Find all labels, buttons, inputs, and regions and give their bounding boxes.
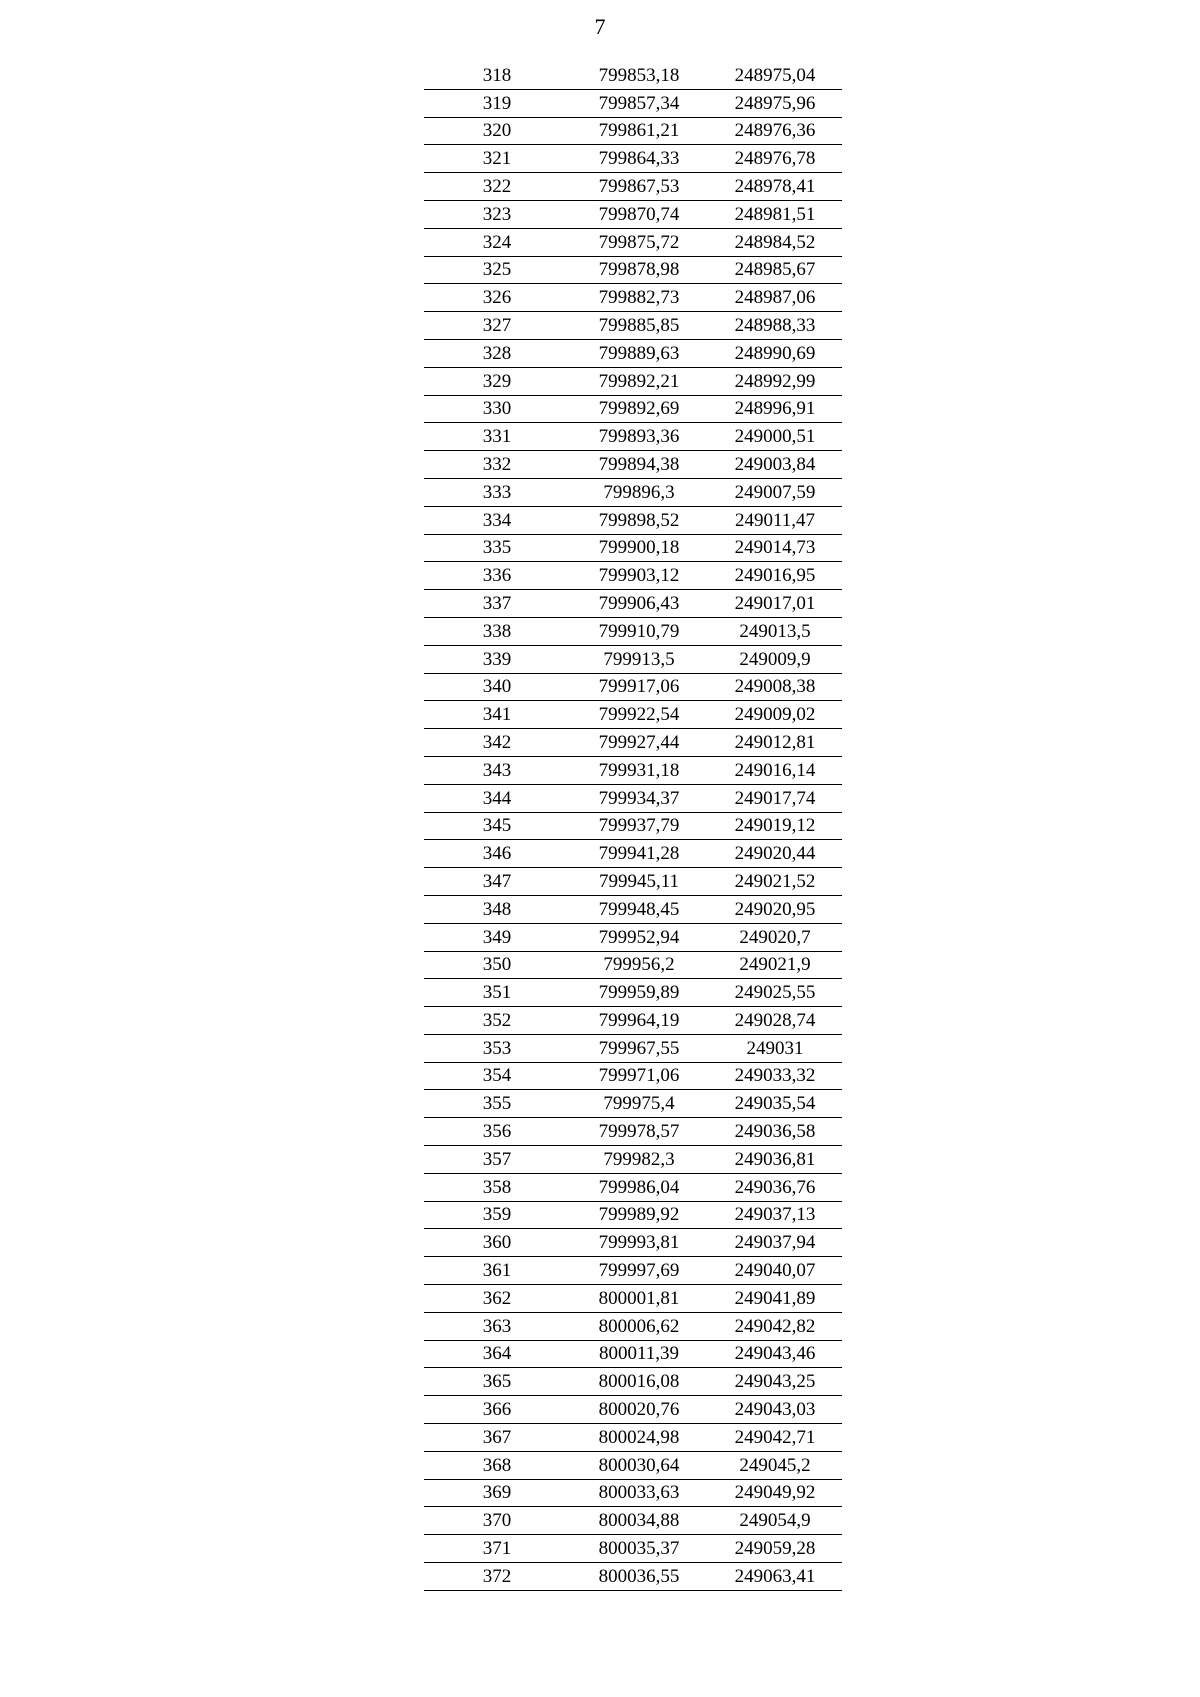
- y-coordinate-cell: 249021,9: [708, 951, 842, 979]
- point-number-cell: 371: [424, 1535, 570, 1563]
- table-row: [424, 173, 842, 201]
- table-row: [424, 367, 842, 395]
- x-coordinate-cell: 799892,69: [570, 395, 708, 423]
- x-coordinate-cell: 799885,85: [570, 312, 708, 340]
- x-coordinate-cell: 799882,73: [570, 284, 708, 312]
- coordinates-table: [424, 62, 842, 1591]
- y-coordinate-cell: 249063,41: [708, 1563, 842, 1591]
- y-coordinate-cell: 248976,78: [708, 145, 842, 173]
- x-coordinate-cell: 799892,21: [570, 367, 708, 395]
- point-number-cell: 368: [424, 1451, 570, 1479]
- y-coordinate-cell: 249017,01: [708, 590, 842, 618]
- point-number-cell: 365: [424, 1368, 570, 1396]
- point-number-cell: 319: [424, 89, 570, 117]
- x-coordinate-cell: 799893,36: [570, 423, 708, 451]
- y-coordinate-cell: 249041,89: [708, 1285, 842, 1313]
- point-number-cell: 346: [424, 840, 570, 868]
- point-number-cell: 340: [424, 673, 570, 701]
- table-row: [424, 1396, 842, 1424]
- point-number-cell: 329: [424, 367, 570, 395]
- table-row: [424, 117, 842, 145]
- x-coordinate-cell: 799864,33: [570, 145, 708, 173]
- point-number-cell: 367: [424, 1424, 570, 1452]
- y-coordinate-cell: 249036,76: [708, 1173, 842, 1201]
- table-row: [424, 868, 842, 896]
- x-coordinate-cell: 799853,18: [570, 62, 708, 89]
- table-row: [424, 895, 842, 923]
- table-row: [424, 1007, 842, 1035]
- y-coordinate-cell: 249059,28: [708, 1535, 842, 1563]
- point-number-cell: 323: [424, 200, 570, 228]
- y-coordinate-cell: 249037,94: [708, 1229, 842, 1257]
- y-coordinate-cell: 249020,44: [708, 840, 842, 868]
- x-coordinate-cell: 799922,54: [570, 701, 708, 729]
- point-number-cell: 328: [424, 339, 570, 367]
- y-coordinate-cell: 248981,51: [708, 200, 842, 228]
- x-coordinate-cell: 799898,52: [570, 506, 708, 534]
- x-coordinate-cell: 800034,88: [570, 1507, 708, 1535]
- y-coordinate-cell: 248987,06: [708, 284, 842, 312]
- x-coordinate-cell: 799945,11: [570, 868, 708, 896]
- y-coordinate-cell: 249037,13: [708, 1201, 842, 1229]
- x-coordinate-cell: 799975,4: [570, 1090, 708, 1118]
- point-number-cell: 345: [424, 812, 570, 840]
- y-coordinate-cell: 249016,95: [708, 562, 842, 590]
- table-row: [424, 1563, 842, 1591]
- point-number-cell: 337: [424, 590, 570, 618]
- table-row: [424, 312, 842, 340]
- table-row: [424, 840, 842, 868]
- y-coordinate-cell: 248976,36: [708, 117, 842, 145]
- y-coordinate-cell: 249045,2: [708, 1451, 842, 1479]
- y-coordinate-cell: 249031: [708, 1034, 842, 1062]
- table-row: [424, 1451, 842, 1479]
- point-number-cell: 342: [424, 729, 570, 757]
- y-coordinate-cell: 249033,32: [708, 1062, 842, 1090]
- table-row: [424, 1229, 842, 1257]
- x-coordinate-cell: 800030,64: [570, 1451, 708, 1479]
- point-number-cell: 333: [424, 478, 570, 506]
- table-row: [424, 339, 842, 367]
- table-row: [424, 1285, 842, 1313]
- x-coordinate-cell: 799964,19: [570, 1007, 708, 1035]
- x-coordinate-cell: 799952,94: [570, 923, 708, 951]
- y-coordinate-cell: 249008,38: [708, 673, 842, 701]
- x-coordinate-cell: 799959,89: [570, 979, 708, 1007]
- y-coordinate-cell: 248996,91: [708, 395, 842, 423]
- table-row: [424, 395, 842, 423]
- y-coordinate-cell: 248992,99: [708, 367, 842, 395]
- y-coordinate-cell: 249009,02: [708, 701, 842, 729]
- table-row: [424, 506, 842, 534]
- y-coordinate-cell: 249049,92: [708, 1479, 842, 1507]
- table-row: [424, 451, 842, 479]
- point-number-cell: 343: [424, 756, 570, 784]
- y-coordinate-cell: 249042,82: [708, 1312, 842, 1340]
- y-coordinate-cell: 248990,69: [708, 339, 842, 367]
- point-number-cell: 339: [424, 645, 570, 673]
- x-coordinate-cell: 799982,3: [570, 1146, 708, 1174]
- x-coordinate-cell: 799978,57: [570, 1118, 708, 1146]
- y-coordinate-cell: 249040,07: [708, 1257, 842, 1285]
- point-number-cell: 330: [424, 395, 570, 423]
- x-coordinate-cell: 799910,79: [570, 617, 708, 645]
- y-coordinate-cell: 249016,14: [708, 756, 842, 784]
- y-coordinate-cell: 249025,55: [708, 979, 842, 1007]
- y-coordinate-cell: 248975,04: [708, 62, 842, 89]
- table-row: [424, 1535, 842, 1563]
- x-coordinate-cell: 799867,53: [570, 173, 708, 201]
- x-coordinate-cell: 799941,28: [570, 840, 708, 868]
- table-row: [424, 1340, 842, 1368]
- table-row: [424, 1507, 842, 1535]
- point-number-cell: 325: [424, 256, 570, 284]
- table-row: [424, 534, 842, 562]
- x-coordinate-cell: 799917,06: [570, 673, 708, 701]
- table-row: [424, 228, 842, 256]
- y-coordinate-cell: 248975,96: [708, 89, 842, 117]
- point-number-cell: 332: [424, 451, 570, 479]
- point-number-cell: 338: [424, 617, 570, 645]
- point-number-cell: 341: [424, 701, 570, 729]
- y-coordinate-cell: 249021,52: [708, 868, 842, 896]
- x-coordinate-cell: 799927,44: [570, 729, 708, 757]
- x-coordinate-cell: 799875,72: [570, 228, 708, 256]
- table-row: [424, 1173, 842, 1201]
- y-coordinate-cell: 249035,54: [708, 1090, 842, 1118]
- x-coordinate-cell: 800006,62: [570, 1312, 708, 1340]
- x-coordinate-cell: 799948,45: [570, 895, 708, 923]
- x-coordinate-cell: 799903,12: [570, 562, 708, 590]
- y-coordinate-cell: 249020,7: [708, 923, 842, 951]
- point-number-cell: 331: [424, 423, 570, 451]
- x-coordinate-cell: 799906,43: [570, 590, 708, 618]
- y-coordinate-cell: 248988,33: [708, 312, 842, 340]
- x-coordinate-cell: 799894,38: [570, 451, 708, 479]
- point-number-cell: 363: [424, 1312, 570, 1340]
- table-row: [424, 617, 842, 645]
- table-row: [424, 729, 842, 757]
- x-coordinate-cell: 799870,74: [570, 200, 708, 228]
- table-row: [424, 1257, 842, 1285]
- x-coordinate-cell: 800020,76: [570, 1396, 708, 1424]
- x-coordinate-cell: 799997,69: [570, 1257, 708, 1285]
- point-number-cell: 318: [424, 62, 570, 89]
- point-number-cell: 357: [424, 1146, 570, 1174]
- table-row: [424, 1424, 842, 1452]
- table-row: [424, 1118, 842, 1146]
- x-coordinate-cell: 799934,37: [570, 784, 708, 812]
- x-coordinate-cell: 800011,39: [570, 1340, 708, 1368]
- y-coordinate-cell: 249007,59: [708, 478, 842, 506]
- point-number-cell: 361: [424, 1257, 570, 1285]
- x-coordinate-cell: 800035,37: [570, 1535, 708, 1563]
- y-coordinate-cell: 249042,71: [708, 1424, 842, 1452]
- y-coordinate-cell: 249043,46: [708, 1340, 842, 1368]
- y-coordinate-cell: 249043,25: [708, 1368, 842, 1396]
- table-row: [424, 812, 842, 840]
- point-number-cell: 348: [424, 895, 570, 923]
- point-number-cell: 320: [424, 117, 570, 145]
- table-row: [424, 145, 842, 173]
- y-coordinate-cell: 248984,52: [708, 228, 842, 256]
- table-row: [424, 1146, 842, 1174]
- x-coordinate-cell: 799993,81: [570, 1229, 708, 1257]
- x-coordinate-cell: 799931,18: [570, 756, 708, 784]
- table-row: [424, 645, 842, 673]
- table-row: [424, 200, 842, 228]
- point-number-cell: 354: [424, 1062, 570, 1090]
- x-coordinate-cell: 799989,92: [570, 1201, 708, 1229]
- table-row: [424, 1479, 842, 1507]
- table-row: [424, 590, 842, 618]
- point-number-cell: 347: [424, 868, 570, 896]
- table-row: [424, 1034, 842, 1062]
- y-coordinate-cell: 249019,12: [708, 812, 842, 840]
- x-coordinate-cell: 800033,63: [570, 1479, 708, 1507]
- point-number-cell: 362: [424, 1285, 570, 1313]
- x-coordinate-cell: 800001,81: [570, 1285, 708, 1313]
- point-number-cell: 321: [424, 145, 570, 173]
- x-coordinate-cell: 799967,55: [570, 1034, 708, 1062]
- page-number: 7: [594, 14, 606, 39]
- table-row: [424, 423, 842, 451]
- point-number-cell: 360: [424, 1229, 570, 1257]
- x-coordinate-cell: 799986,04: [570, 1173, 708, 1201]
- point-number-cell: 366: [424, 1396, 570, 1424]
- point-number-cell: 334: [424, 506, 570, 534]
- table-row: [424, 979, 842, 1007]
- point-number-cell: 344: [424, 784, 570, 812]
- coordinates-table-body: [424, 62, 842, 1590]
- point-number-cell: 327: [424, 312, 570, 340]
- x-coordinate-cell: 800016,08: [570, 1368, 708, 1396]
- y-coordinate-cell: 249036,58: [708, 1118, 842, 1146]
- point-number-cell: 350: [424, 951, 570, 979]
- x-coordinate-cell: 799889,63: [570, 339, 708, 367]
- y-coordinate-cell: 249017,74: [708, 784, 842, 812]
- x-coordinate-cell: 799861,21: [570, 117, 708, 145]
- point-number-cell: 364: [424, 1340, 570, 1368]
- table-row: [424, 756, 842, 784]
- y-coordinate-cell: 249003,84: [708, 451, 842, 479]
- point-number-cell: 322: [424, 173, 570, 201]
- x-coordinate-cell: 799896,3: [570, 478, 708, 506]
- y-coordinate-cell: 249014,73: [708, 534, 842, 562]
- table-row: [424, 673, 842, 701]
- y-coordinate-cell: 249000,51: [708, 423, 842, 451]
- y-coordinate-cell: 248978,41: [708, 173, 842, 201]
- x-coordinate-cell: 800036,55: [570, 1563, 708, 1591]
- point-number-cell: 353: [424, 1034, 570, 1062]
- table-row: [424, 951, 842, 979]
- table-row: [424, 256, 842, 284]
- point-number-cell: 326: [424, 284, 570, 312]
- y-coordinate-cell: 249009,9: [708, 645, 842, 673]
- point-number-cell: 324: [424, 228, 570, 256]
- table-row: [424, 562, 842, 590]
- point-number-cell: 358: [424, 1173, 570, 1201]
- table-row: [424, 923, 842, 951]
- y-coordinate-cell: 249020,95: [708, 895, 842, 923]
- y-coordinate-cell: 249028,74: [708, 1007, 842, 1035]
- point-number-cell: 335: [424, 534, 570, 562]
- y-coordinate-cell: 249054,9: [708, 1507, 842, 1535]
- x-coordinate-cell: 799900,18: [570, 534, 708, 562]
- x-coordinate-cell: 799971,06: [570, 1062, 708, 1090]
- point-number-cell: 356: [424, 1118, 570, 1146]
- y-coordinate-cell: 249043,03: [708, 1396, 842, 1424]
- x-coordinate-cell: 799913,5: [570, 645, 708, 673]
- x-coordinate-cell: 799878,98: [570, 256, 708, 284]
- x-coordinate-cell: 799956,2: [570, 951, 708, 979]
- y-coordinate-cell: 249036,81: [708, 1146, 842, 1174]
- point-number-cell: 369: [424, 1479, 570, 1507]
- table-row: [424, 1368, 842, 1396]
- point-number-cell: 351: [424, 979, 570, 1007]
- point-number-cell: 359: [424, 1201, 570, 1229]
- x-coordinate-cell: 799857,34: [570, 89, 708, 117]
- table-row: [424, 784, 842, 812]
- table-row: [424, 1090, 842, 1118]
- y-coordinate-cell: 249013,5: [708, 617, 842, 645]
- table-row: [424, 478, 842, 506]
- point-number-cell: 370: [424, 1507, 570, 1535]
- point-number-cell: 372: [424, 1563, 570, 1591]
- point-number-cell: 349: [424, 923, 570, 951]
- table-row: [424, 284, 842, 312]
- table-row: [424, 62, 842, 89]
- x-coordinate-cell: 800024,98: [570, 1424, 708, 1452]
- point-number-cell: 355: [424, 1090, 570, 1118]
- table-row: [424, 89, 842, 117]
- table-row: [424, 1312, 842, 1340]
- y-coordinate-cell: 249012,81: [708, 729, 842, 757]
- table-row: [424, 701, 842, 729]
- point-number-cell: 336: [424, 562, 570, 590]
- y-coordinate-cell: 249011,47: [708, 506, 842, 534]
- y-coordinate-cell: 248985,67: [708, 256, 842, 284]
- point-number-cell: 352: [424, 1007, 570, 1035]
- x-coordinate-cell: 799937,79: [570, 812, 708, 840]
- table-row: [424, 1201, 842, 1229]
- table-row: [424, 1062, 842, 1090]
